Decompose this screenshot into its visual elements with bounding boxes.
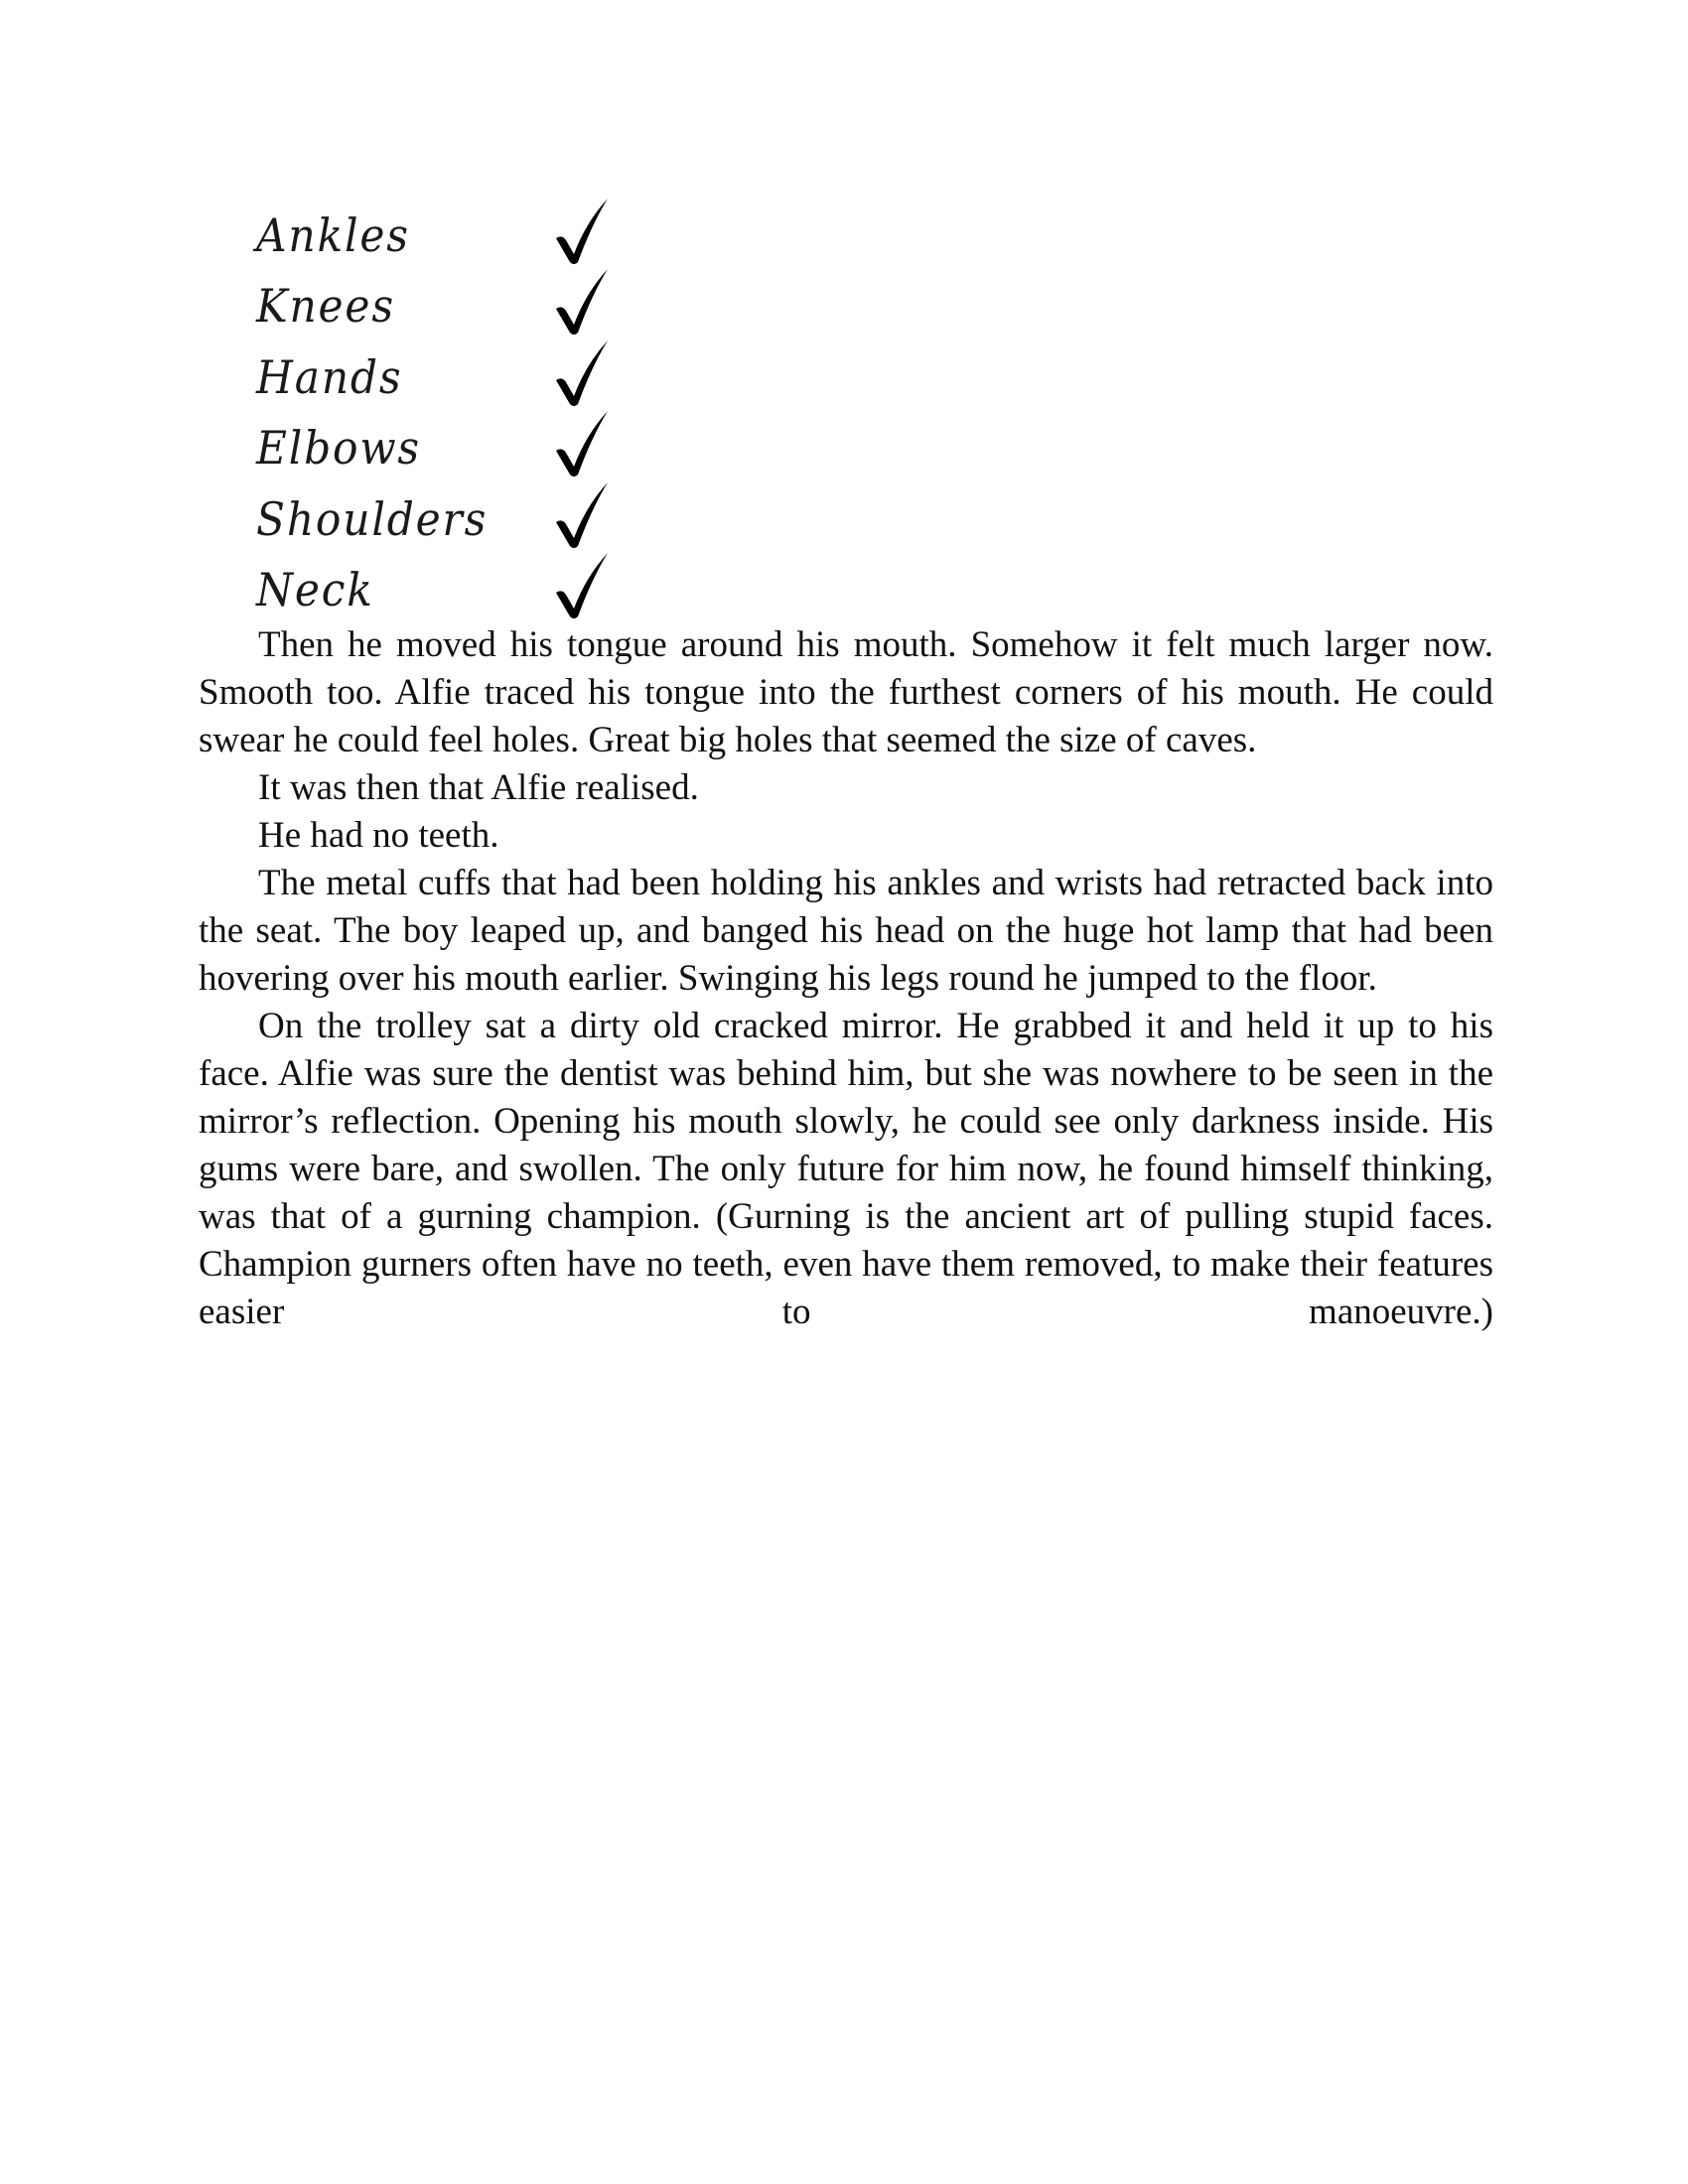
checklist-label: Neck (256, 563, 374, 616)
body-parts-checklist (256, 195, 633, 620)
paragraph: It was then that Alfie realised. (258, 767, 699, 808)
checkmark-icon (552, 195, 612, 266)
checkmark-icon (552, 265, 612, 337)
checklist-item-neck (256, 550, 633, 621)
paragraph: Then he moved his tongue around his mouth. Somehow it felt much larger now. Smooth too. Alfie traced his tongue into the furthest corners of his mouth. He could swear he could feel holes. Great big holes that seemed the size of caves. (199, 624, 1493, 760)
paragraph: The metal cuffs that had been holding his ankles and wrists had retracted back into the seat. The boy leaped up, and banged his head on the huge hot lamp that had been hovering over his mouth earlier. Swinging his legs round he jumped to the floor. (199, 863, 1493, 999)
checklist-label: Knees (256, 279, 395, 333)
paragraph: On the trolley sat a dirty old cracked mirror. He grabbed it and held it up to his face. Alfie was sure the dentist was behind him, but she was nowhere to be seen in the mirror’s reflection. Opening his mouth slowly, he could see only darkness inside. His gums were bare, and swollen. The only future for him now, he found himself thinking, was that of a gurning champion. (Gurning is the ancient art of pulling stupid faces. Champion gurners often have no teeth, even have them removed, to make their features easier to manoeuvre.) (199, 1006, 1493, 1332)
paragraph: He had no teeth. (258, 815, 499, 856)
checkmark-icon (552, 478, 612, 550)
checklist-label: Elbows (256, 421, 421, 475)
checkmark-icon (552, 407, 612, 478)
checkmark-icon (552, 337, 612, 408)
checklist-item-ankles (256, 195, 633, 266)
story-body-text (199, 621, 1493, 1336)
checklist-item-hands (256, 337, 633, 408)
checklist-item-elbows (256, 408, 633, 479)
checklist-item-knees (256, 266, 633, 338)
checklist-label: Hands (256, 349, 403, 404)
checklist-label: Ankles (256, 207, 410, 262)
checklist-item-shoulders (256, 478, 633, 550)
checklist-label: Shoulders (256, 491, 489, 546)
checkmark-icon (552, 549, 612, 620)
